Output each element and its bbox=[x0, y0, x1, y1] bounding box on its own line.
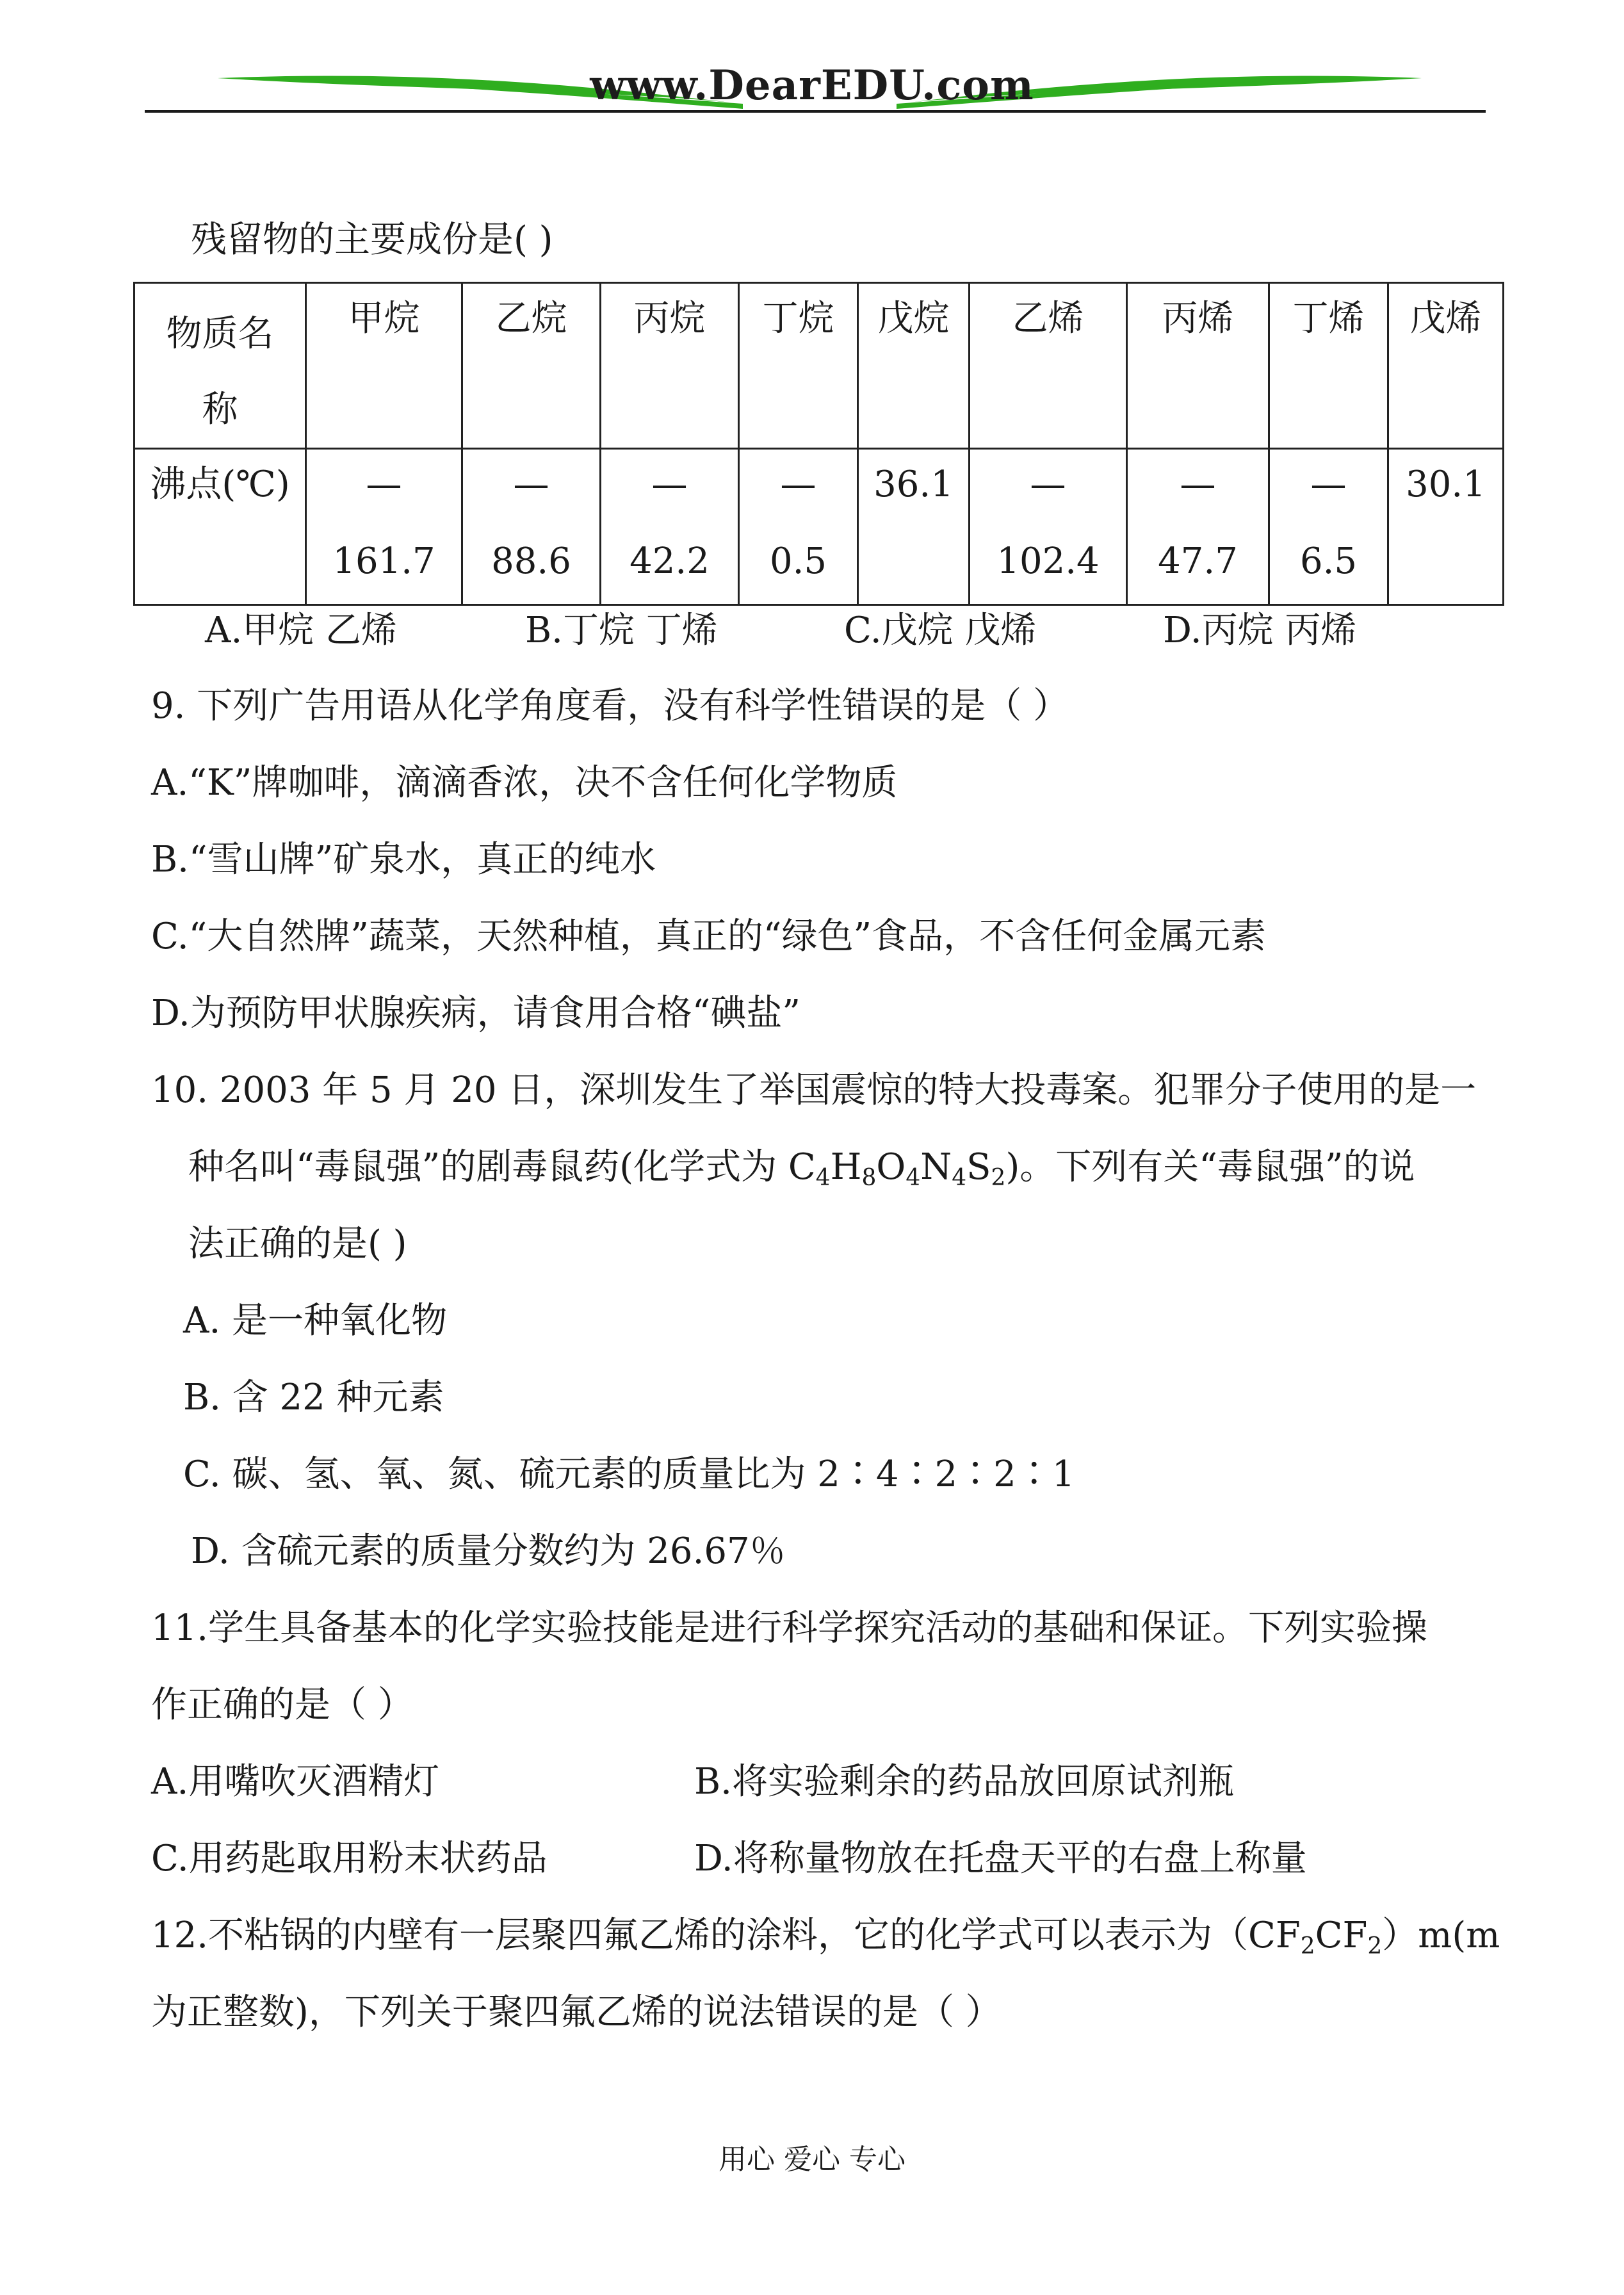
table-bp-cell: — 88.6 bbox=[462, 449, 601, 605]
boiling-point-table bbox=[133, 282, 1504, 606]
q11-option-d: D.将称量物放在托盘天平的右盘上称量 bbox=[694, 1838, 1307, 1879]
q10-option-c: C. 碳、氢、氧、氮、硫元素的质量比为 2∶4∶2∶2∶1 bbox=[183, 1454, 1075, 1495]
q8-option-c: C.戊烷 戊烯 bbox=[844, 610, 1037, 651]
table-name-cell: 丙烯 bbox=[1127, 283, 1269, 449]
table-bp-cell: 36.1 bbox=[858, 449, 970, 605]
table-name-cell: 戊烷 bbox=[858, 283, 970, 449]
table-bp-cell: — 42.2 bbox=[601, 449, 739, 605]
q10-stem-line2: 种名叫“毒鼠强”的剧毒鼠药(化学式为 $C_4H_8O_4N_4S_2$)。下列有关“毒鼠强”的说 bbox=[188, 1146, 1415, 1191]
q9-option-b: B.“雪山牌”矿泉水，真正的纯水 bbox=[151, 839, 656, 880]
table-label-name: 物质名称 bbox=[134, 283, 306, 449]
table-name-cell: 乙烷 bbox=[462, 283, 601, 449]
table-label-bp: 沸点(℃) bbox=[134, 449, 306, 605]
q10-stem-line3: 法正确的是( ) bbox=[188, 1223, 407, 1265]
q11-option-c: C.用药匙取用粉末状药品 bbox=[151, 1838, 548, 1879]
q8-option-d: D.丙烷 丙烯 bbox=[1163, 610, 1357, 651]
table-bp-cell: — 102.4 bbox=[970, 449, 1127, 605]
table-name-cell: 乙烯 bbox=[970, 283, 1127, 449]
q10-option-d: D. 含硫元素的质量分数约为 26.67％ bbox=[191, 1530, 786, 1572]
q9-option-d: D.为预防甲状腺疾病，请食用合格“碘盐” bbox=[151, 993, 800, 1034]
q9-option-c: C.“大自然牌”蔬菜，天然种植，真正的“绿色”食品，不含任何金属元素 bbox=[151, 916, 1267, 957]
q12-stem-line2: 为正整数)，下列关于聚四氟乙烯的说法错误的是（ ） bbox=[151, 1991, 1002, 2033]
q9-stem: 9. 下列广告用语从化学角度看，没有科学性错误的是（ ） bbox=[151, 685, 1069, 727]
q12-stem-line1: 12.不粘锅的内壁有一层聚四氟乙烯的涂料，它的化学式可以表示为$(CF_2CF_2)m(m$ bbox=[151, 1915, 1500, 1959]
table-name-cell: 丁烷 bbox=[739, 283, 858, 449]
table-bp-cell: 30.1 bbox=[1388, 449, 1504, 605]
table-name-cell: 戊烯 bbox=[1388, 283, 1504, 449]
q9-option-a: A.“K”牌咖啡，滴滴香浓，决不含任何化学物质 bbox=[151, 762, 898, 804]
intro-line: 残留物的主要成份是( ) bbox=[191, 219, 553, 261]
table-name-cell: 丙烷 bbox=[601, 283, 739, 449]
q10-stem-line1: 10. 2003 年 5 月 20 日，深圳发生了举国震惊的特大投毒案。犯罪分子使用的是一 bbox=[151, 1069, 1477, 1111]
q10-option-b: B. 含 22 种元素 bbox=[183, 1377, 444, 1418]
header-rule bbox=[145, 110, 1486, 113]
q11-stem-line1: 11.学生具备基本的化学实验技能是进行科学探究活动的基础和保证。下列实验操 bbox=[151, 1607, 1428, 1649]
q11-stem-line2: 作正确的是（ ） bbox=[151, 1684, 414, 1726]
table-bp-cell: — 0.5 bbox=[739, 449, 858, 605]
q11-option-b: B.将实验剩余的药品放回原试剂瓶 bbox=[694, 1761, 1234, 1803]
table-bp-cell: — 161.7 bbox=[306, 449, 462, 605]
table-bp-cell: — 47.7 bbox=[1127, 449, 1269, 605]
q8-option-a: A.甲烷 乙烯 bbox=[205, 610, 398, 651]
footer-motto: 用心 爱心 专心 bbox=[719, 2143, 905, 2176]
q8-option-b: B.丁烷 丁烯 bbox=[525, 610, 718, 651]
header-site-text: www.DearEDU.com bbox=[590, 61, 1034, 109]
table-bp-cell: — 6.5 bbox=[1269, 449, 1388, 605]
table-name-cell: 甲烷 bbox=[306, 283, 462, 449]
q11-option-a: A.用嘴吹灭酒精灯 bbox=[151, 1761, 440, 1803]
table-name-cell: 丁烯 bbox=[1269, 283, 1388, 449]
q10-option-a: A. 是一种氧化物 bbox=[183, 1300, 448, 1342]
